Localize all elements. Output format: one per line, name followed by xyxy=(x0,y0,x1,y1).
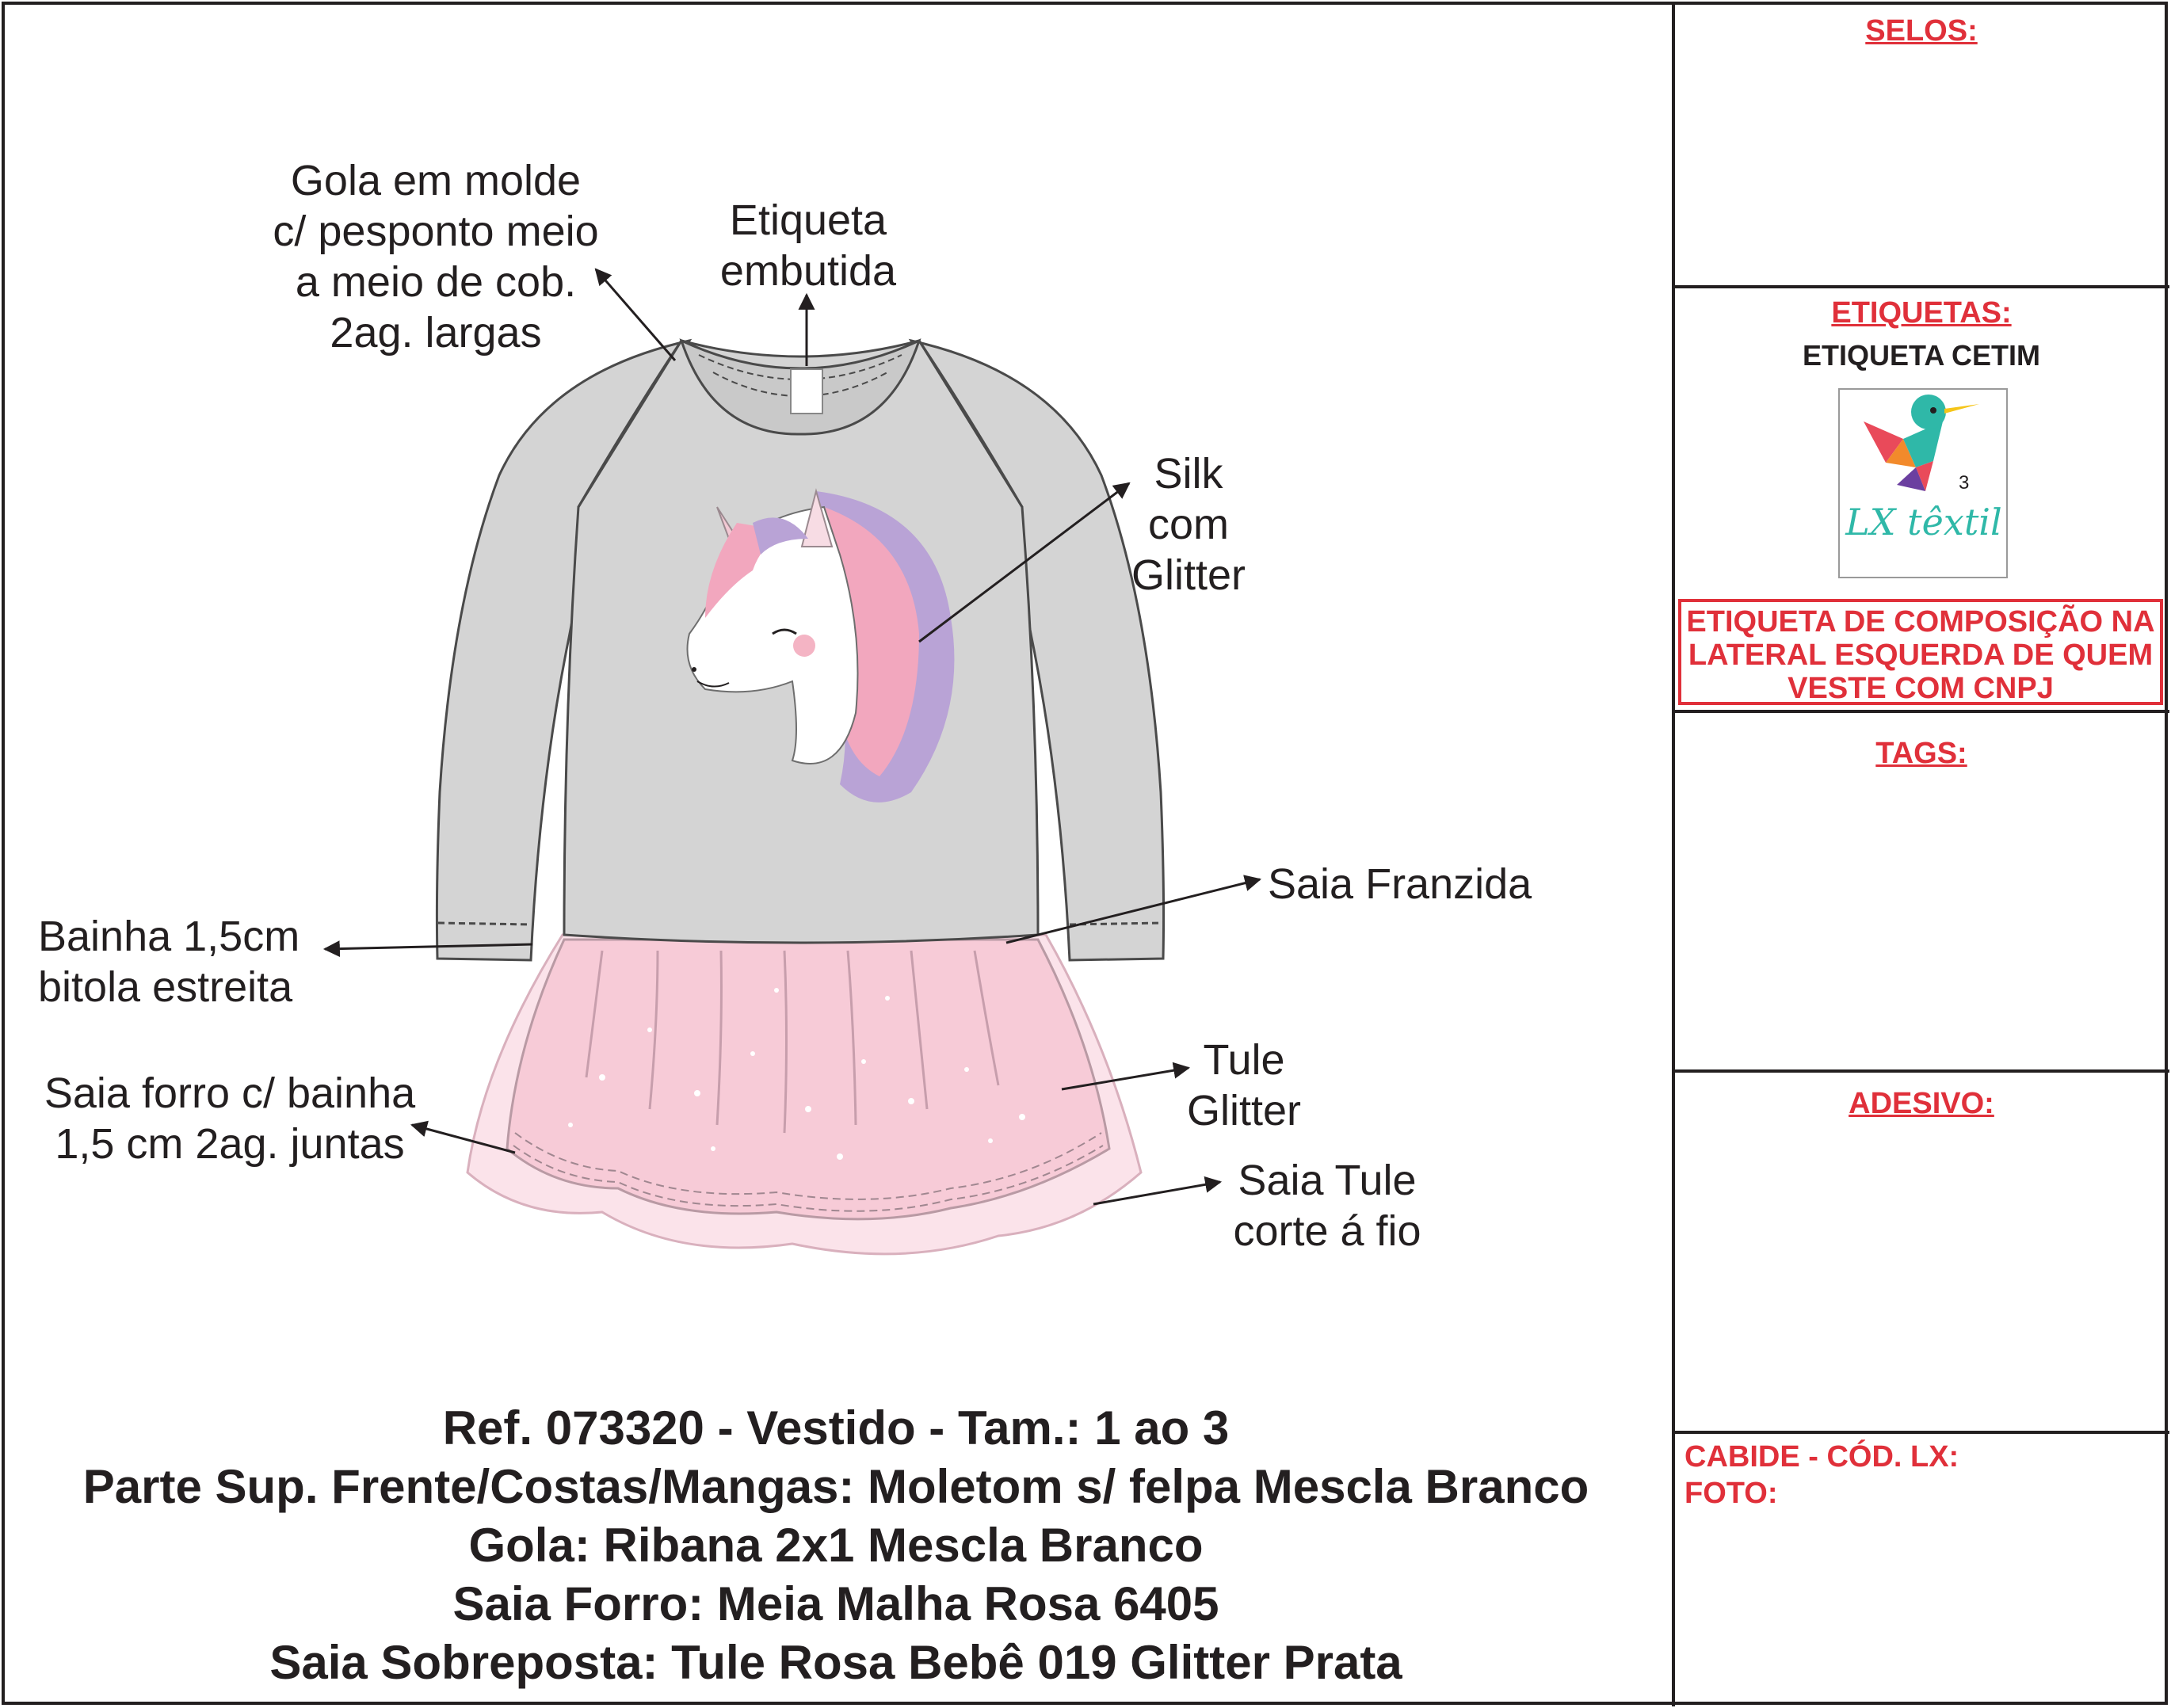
foto-label: FOTO: xyxy=(1685,1477,1778,1510)
adesivo-heading: ADESIVO: xyxy=(1849,1087,1994,1120)
spec-collar: Gola: Ribana 2x1 Mescla Branco xyxy=(468,1519,1204,1572)
cabide-label: CABIDE - CÓD. LX: xyxy=(1685,1440,1959,1474)
divider-tags xyxy=(1672,1069,2169,1073)
etiqueta-cetim-label: ETIQUETA CETIM xyxy=(1803,339,2040,372)
tulle-skirt-annotation: Saia Tule corte á fio xyxy=(1233,1157,1421,1255)
panel-divider xyxy=(1672,2,1675,1706)
tulle-annotation: Tule Glitter xyxy=(1186,1036,1302,1134)
inner-label xyxy=(791,369,822,414)
composition-label-note: ETIQUETA DE COMPOSIÇÃO NA LATERAL ESQUERDA DE QUEM VESTE COM CNPJ xyxy=(1678,599,2163,705)
collar-annotation: Gola em molde c/ pesponto meio a meio de cob. 2ag. largas xyxy=(273,157,599,356)
spec-ref: Ref. 073320 - Vestido - Tam.: 1 ao 3 xyxy=(442,1401,1230,1454)
lining-annotation: Saia forro c/ bainha 1,5 cm 2ag. juntas xyxy=(44,1069,416,1168)
spec-overskirt: Saia Sobreposta: Tule Rosa Bebê 019 Glitter Prata xyxy=(269,1636,1402,1689)
silk-annotation: Silk com Glitter xyxy=(1131,450,1246,599)
logo-text: LX têxtil xyxy=(1845,501,2002,543)
divider-selos xyxy=(1672,285,2169,288)
tags-heading: TAGS: xyxy=(1875,737,1967,770)
hem-annotation: Bainha 1,5cm bitola estreita xyxy=(38,913,300,1011)
logo-superscript: 3 xyxy=(1959,472,1970,494)
spec-lining: Saia Forro: Meia Malha Rosa 6405 xyxy=(452,1577,1219,1630)
etiquetas-heading: ETIQUETAS: xyxy=(1831,296,2012,330)
selos-heading: SELOS: xyxy=(1865,14,1978,48)
divider-adesivo xyxy=(1672,1431,2169,1434)
label-annotation: Etiqueta embutida xyxy=(719,196,897,295)
spec-upper: Parte Sup. Frente/Costas/Mangas: Moletom s/ felpa Mescla Branco xyxy=(82,1460,1589,1513)
divider-etiquetas xyxy=(1672,710,2169,713)
hummingbird-icon xyxy=(1840,390,2006,577)
lx-textil-logo xyxy=(1838,388,2008,578)
gathered-skirt-annotation: Saia Franzida xyxy=(1268,860,1532,908)
